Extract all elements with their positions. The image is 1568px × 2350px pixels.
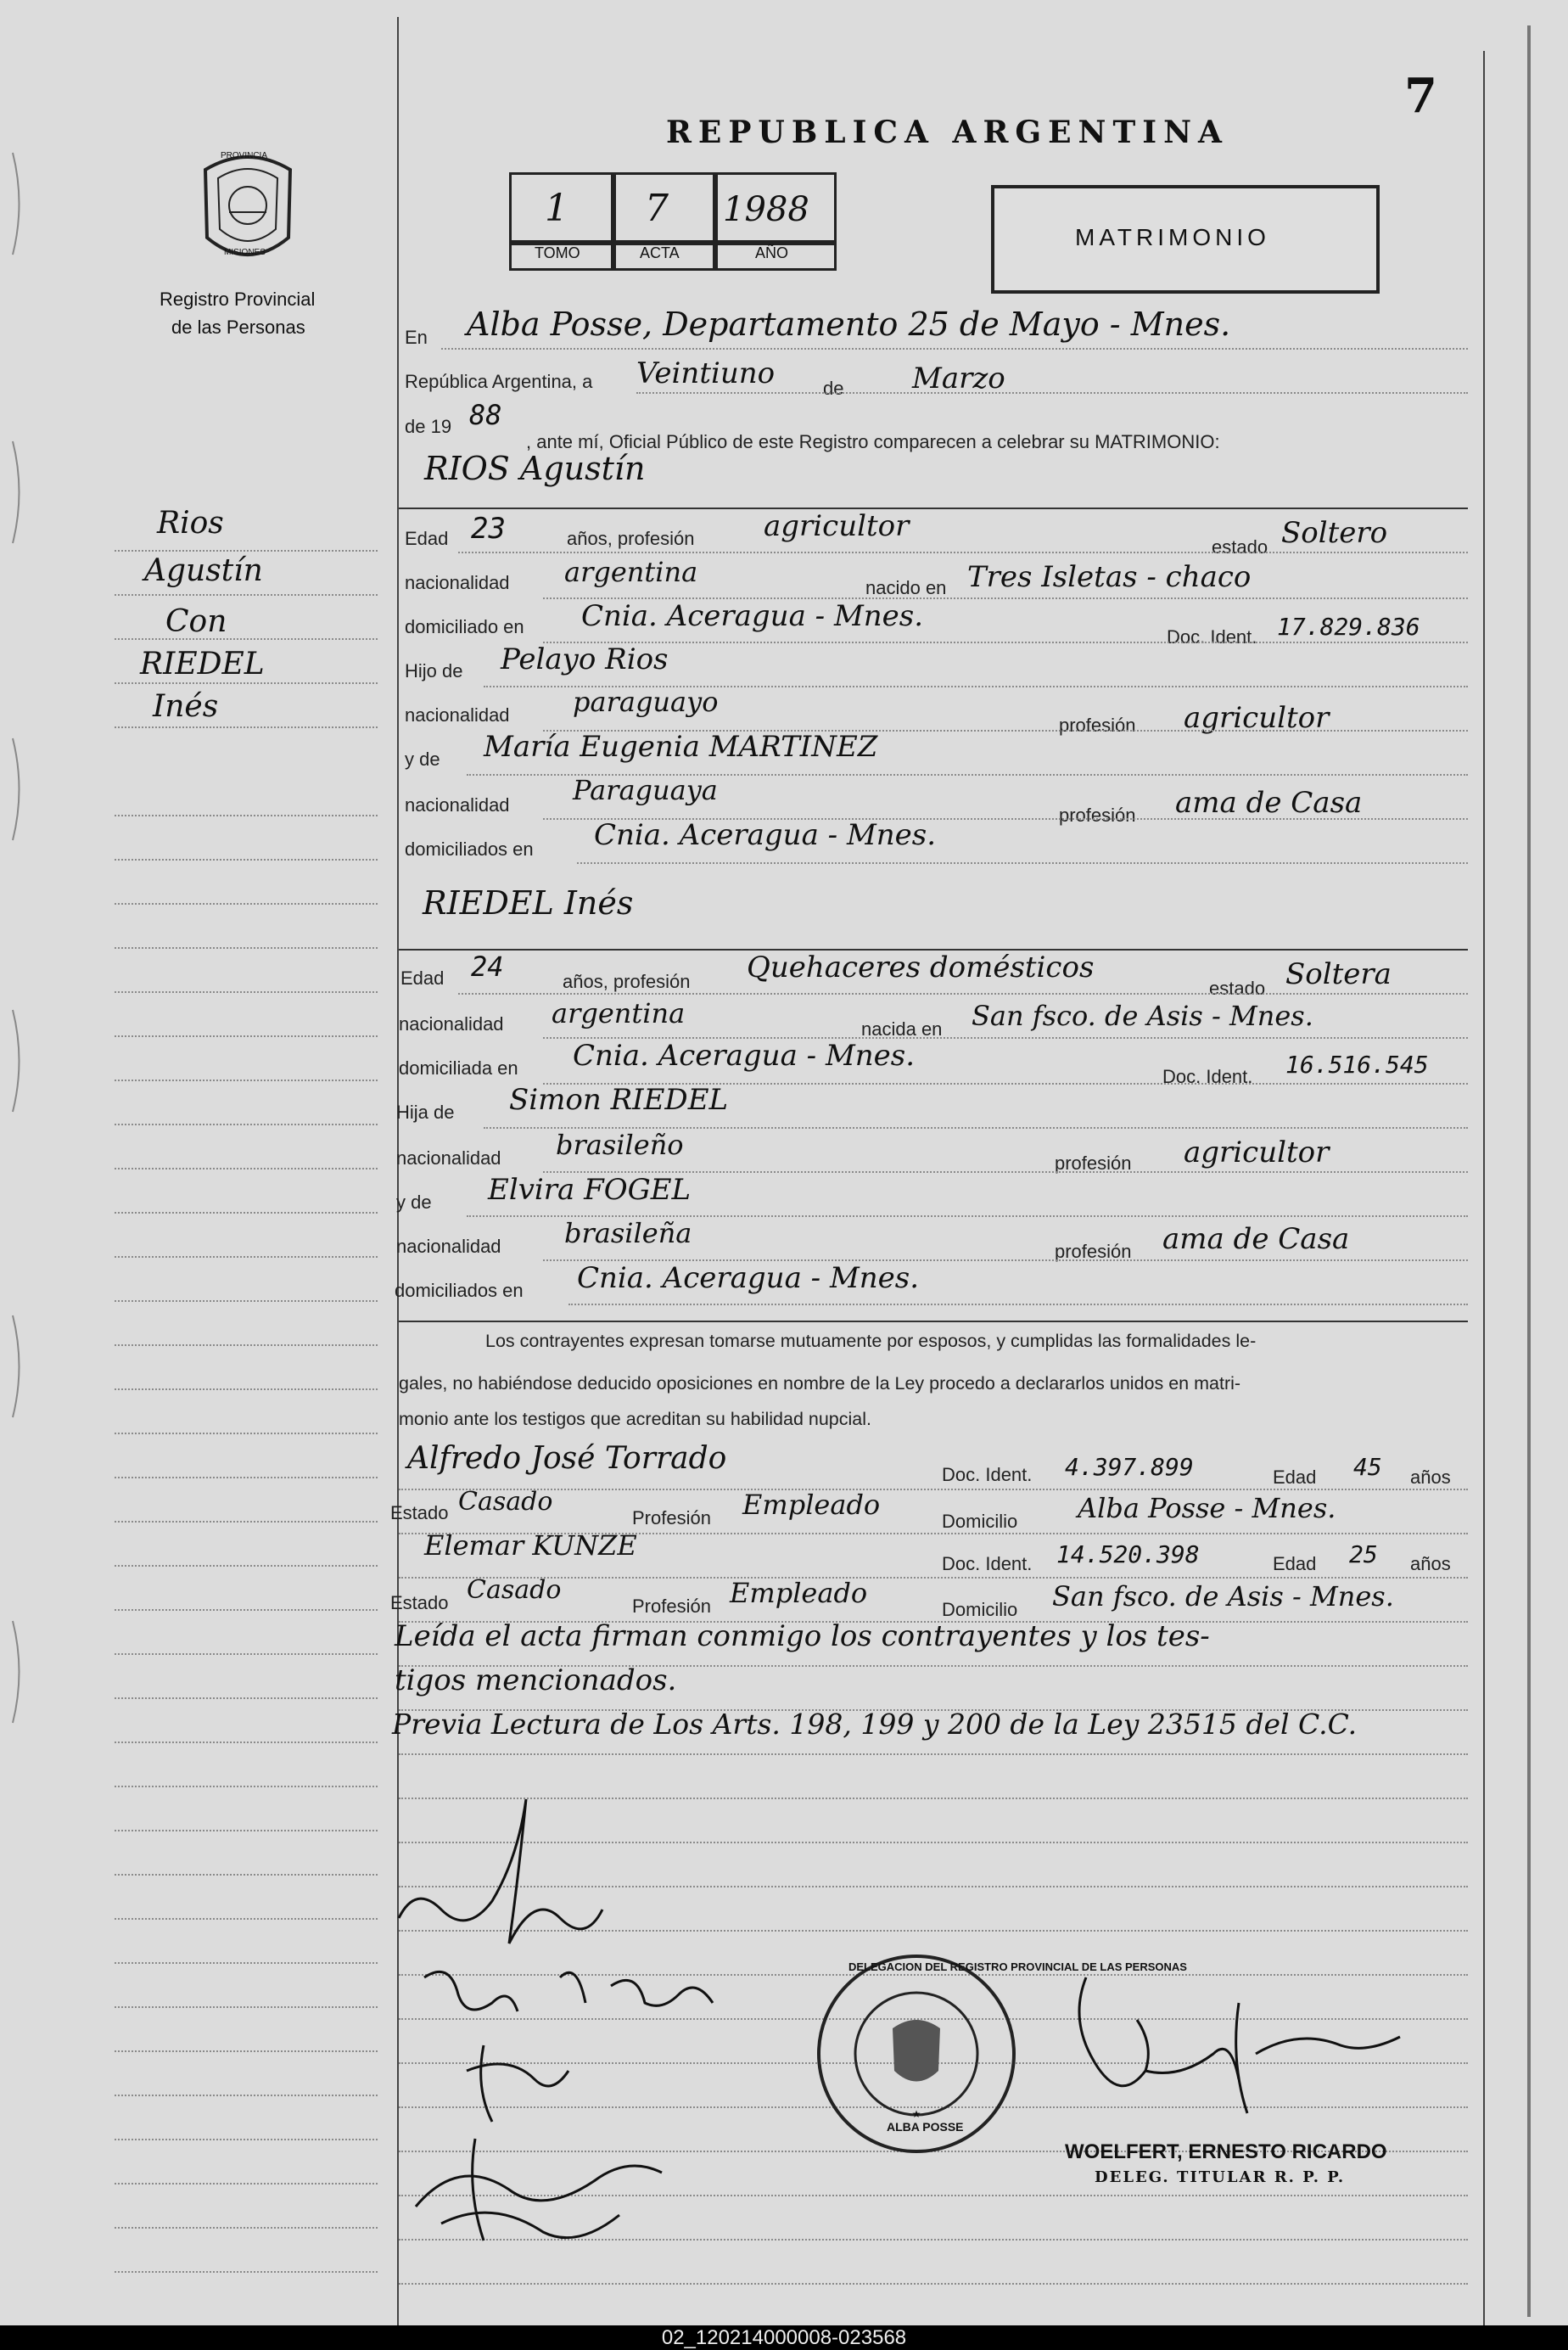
country-title: REPUBLICA ARGENTINA — [666, 115, 1229, 150]
bride-father-profession: agricultor — [1184, 1136, 1330, 1169]
acta-value: 7 — [645, 187, 669, 230]
groom-father-label: Hijo de — [405, 660, 463, 681]
groom-age-label: Edad — [405, 528, 449, 549]
bride-mother-profession: ama de Casa — [1162, 1222, 1350, 1256]
bride-nationality-label: nacionalidad — [399, 1013, 504, 1035]
groom-mother-nationality: Paraguaya — [573, 774, 718, 806]
witness-1-age: 45 — [1353, 1453, 1382, 1481]
bride-profession-label: años, profesión — [563, 971, 691, 992]
witness-1-age-label: Edad — [1273, 1467, 1317, 1488]
groom-parents-domicile-label: domiciliados en — [405, 838, 534, 860]
witness-2-profession: Empleado — [730, 1577, 868, 1609]
witness-2-status: Casado — [467, 1575, 562, 1605]
act-year-suffix: 88 — [469, 399, 502, 431]
bride-doc: 16.516.545 — [1285, 1051, 1429, 1079]
bride-profession: Quehaceres domésticos — [747, 951, 1095, 984]
bride-birthplace: San fsco. de Asis - Mnes. — [972, 1000, 1313, 1032]
bride-status-label: estado — [1209, 978, 1266, 999]
witness-2-name: Elemar KUNZE — [424, 1529, 637, 1562]
stamp-ring-text: DELEGACION DEL REGISTRO PROVINCIAL DE LAS PERSONAS — [848, 1960, 1187, 1973]
groom-name: RIOS Agustín — [424, 450, 646, 487]
bride-parents-domicile: Cnia. Aceragua - Mnes. — [577, 1261, 920, 1295]
groom-domicile-label: domiciliado en — [405, 616, 524, 637]
groom-profession-label: años, profesión — [567, 528, 695, 549]
groom-father-nationality-label: nacionalidad — [405, 704, 510, 726]
seal-top-text: PROVINCIA — [221, 151, 268, 160]
witness-1-doc: 4.397.899 — [1065, 1453, 1194, 1481]
svg-text:★: ★ — [911, 2108, 921, 2120]
act-day: Veintiuno — [636, 356, 776, 390]
witness-2-status-label: Estado — [390, 1592, 449, 1613]
groom-mother-profession: ama de Casa — [1175, 786, 1363, 820]
witness-1-domicile: Alba Posse - Mnes. — [1078, 1492, 1336, 1524]
witness-2-profession-label: Profesión — [632, 1596, 711, 1617]
groom-doc-label: Doc. Ident. — [1167, 626, 1257, 648]
act-month: Marzo — [912, 362, 1005, 395]
ano-label: AÑO — [755, 244, 789, 261]
footer-id: 02_120214000008-023568 — [0, 2325, 1568, 2350]
witness-1-profession: Empleado — [742, 1489, 881, 1521]
bride-mother: Elvira FOGEL — [488, 1173, 692, 1207]
bride-age-label: Edad — [400, 967, 445, 989]
groom-father-profession: agricultor — [1184, 701, 1330, 735]
acta-label: ACTA — [640, 244, 680, 261]
year-prefix: de 19 — [405, 416, 452, 437]
registry-name-2: de las Personas — [171, 317, 305, 338]
witness-1-status: Casado — [458, 1487, 553, 1517]
act-type: MATRIMONIO — [1075, 224, 1270, 250]
margin-note-bride-surname: RIEDEL — [140, 647, 265, 681]
groom-profession: agricultor — [764, 509, 910, 543]
witness-1-name: Alfredo José Torrado — [407, 1441, 727, 1476]
groom-parents-domicile: Cnia. Aceragua - Mnes. — [594, 818, 937, 852]
witness-2-signature — [407, 2122, 679, 2257]
bride-parents-domicile-label: domiciliados en — [395, 1280, 524, 1301]
bride-mother-nationality-label: nacionalidad — [396, 1236, 501, 1257]
statement: , ante mí, Oficial Público de este Registro comparecen a celebrar su MATRIMONIO: — [526, 431, 1220, 452]
officer-signature — [1061, 1952, 1417, 2139]
bride-father-nationality: brasileño — [556, 1129, 684, 1161]
groom-age: 23 — [471, 512, 506, 546]
bride-signature — [407, 1943, 747, 2045]
bride-domicile-label: domiciliada en — [399, 1057, 518, 1079]
witness-2-doc-label: Doc. Ident. — [942, 1553, 1033, 1574]
bride-mother-profession-label: profesión — [1055, 1241, 1132, 1262]
groom-marital-status: Soltero — [1281, 516, 1388, 550]
bride-mother-nationality: brasileña — [564, 1217, 692, 1249]
groom-doc: 17.829.836 — [1277, 613, 1420, 641]
groom-father: Pelayo Rios — [501, 642, 669, 676]
bride-doc-label: Doc. Ident. — [1162, 1066, 1253, 1087]
bride-mother-label: y de — [396, 1192, 432, 1213]
binding-stitches — [0, 127, 34, 1825]
officer-name: WOELFERT, ERNESTO RICARDO — [1065, 2140, 1387, 2163]
groom-mother-nationality-label: nacionalidad — [405, 794, 510, 816]
groom-birthplace: Tres Isletas - chaco — [967, 560, 1252, 594]
margin-note-surname: Rios — [157, 506, 224, 541]
act-place: Alba Posse, Departamento 25 de Mayo - Mnes. — [467, 306, 1231, 343]
groom-father-nationality: paraguayo — [573, 686, 719, 718]
bride-name: RIEDEL Inés — [423, 884, 634, 922]
page-number: 7 — [1404, 68, 1437, 124]
groom-mother-profession-label: profesión — [1059, 805, 1136, 826]
bride-age: 24 — [471, 951, 504, 983]
republic-label: República Argentina, a — [405, 371, 593, 392]
margin-note-bride-name: Inés — [153, 689, 219, 724]
bride-father-profession-label: profesión — [1055, 1153, 1132, 1174]
act-type-box — [991, 185, 1380, 294]
witness-1-status-label: Estado — [390, 1502, 449, 1523]
declaration-line-2: gales, no habiéndose deducido oposiciones en nombre de la Ley procedo a declararlos unidos en matri- — [399, 1373, 1241, 1394]
registry-name: Registro Provincial — [160, 289, 316, 310]
groom-birthplace-label: nacido en — [865, 577, 947, 598]
bride-father-nationality-label: nacionalidad — [396, 1147, 501, 1169]
witness-2-domicile-label: Domicilio — [942, 1599, 1018, 1620]
bride-nationality: argentina — [552, 997, 686, 1029]
stamp-inner-text: ALBA POSSE — [887, 2120, 964, 2134]
bride-father-label: Hija de — [396, 1102, 455, 1123]
witness-1-years-label: años — [1410, 1467, 1451, 1488]
groom-nationality: argentina — [564, 556, 698, 588]
bride-domicile: Cnia. Aceragua - Mnes. — [573, 1039, 916, 1073]
bride-marital-status: Soltera — [1285, 957, 1392, 991]
witness-1-domicile-label: Domicilio — [942, 1511, 1018, 1532]
de-label: de — [823, 378, 844, 399]
tomo-label: TOMO — [535, 244, 580, 261]
closing-line-1: Leída el acta firman conmigo los contrayentes y los tes- — [395, 1619, 1210, 1653]
declaration-line-1: Los contrayentes expresan tomarse mutuamente por esposos, y cumplidas las formalidades le- — [485, 1331, 1257, 1351]
en-label: En — [405, 327, 428, 348]
witness-2-years-label: años — [1410, 1553, 1451, 1574]
ano-value: 1988 — [723, 190, 809, 229]
witness-1-doc-label: Doc. Ident. — [942, 1464, 1033, 1485]
margin-note-conjunction: Con — [165, 604, 227, 639]
closing-line-3: Previa Lectura de Los Arts. 198, 199 y 200 de la Ley 23515 del C.C. — [392, 1708, 1358, 1741]
bride-birthplace-label: nacida en — [861, 1018, 943, 1040]
page-edge — [1527, 25, 1531, 2317]
closing-line-2: tigos mencionados. — [395, 1663, 677, 1697]
witness-2-domicile: San fsco. de Asis - Mnes. — [1052, 1580, 1394, 1612]
groom-mother-label: y de — [405, 749, 440, 770]
officer-title: DELEG. TITULAR R. P. P. — [1095, 2168, 1346, 2186]
margin-note-given-name: Agustín — [144, 553, 263, 588]
groom-mother: María Eugenia MARTINEZ — [484, 730, 878, 764]
groom-domicile: Cnia. Aceragua - Mnes. — [581, 599, 924, 633]
groom-father-profession-label: profesión — [1059, 715, 1136, 736]
witness-2-age: 25 — [1349, 1540, 1378, 1568]
groom-nationality-label: nacionalidad — [405, 572, 510, 593]
tomo-value: 1 — [545, 187, 568, 230]
bride-father: Simon RIEDEL — [509, 1083, 729, 1117]
groom-status-label: estado — [1212, 536, 1268, 558]
right-border — [1483, 51, 1485, 2325]
witness-1-profession-label: Profesión — [632, 1507, 711, 1528]
witness-2-doc: 14.520.398 — [1056, 1540, 1200, 1568]
declaration-line-3: monio ante los testigos que acreditan su habilidad nupcial. — [399, 1409, 871, 1429]
witness-2-age-label: Edad — [1273, 1553, 1317, 1574]
seal-bottom-text: MISIONES — [224, 248, 266, 257]
